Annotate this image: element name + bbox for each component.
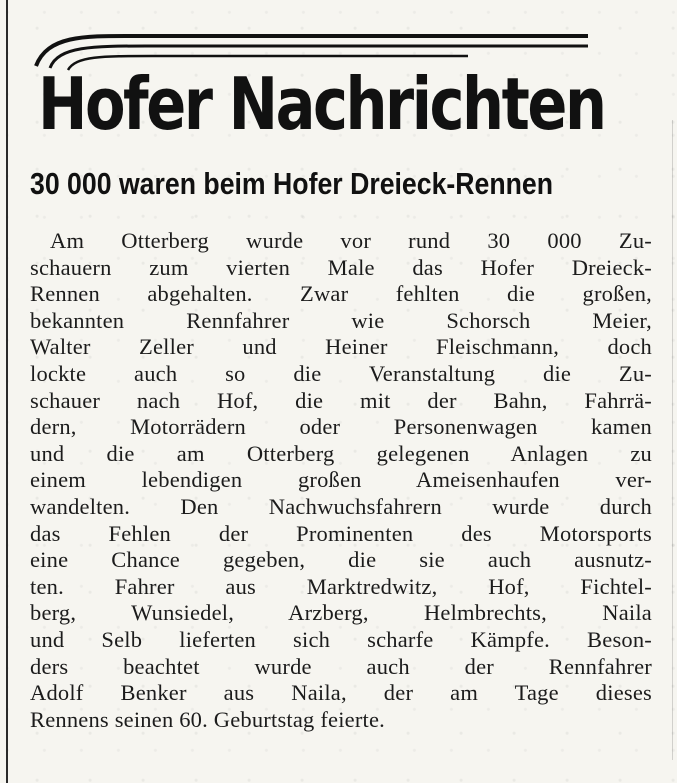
article-line: schauer nach Hof, die mit der Bahn, Fahrrä- <box>30 387 652 413</box>
article-headline: 30 000 waren beim Hofer Dreieck-Rennen <box>30 166 554 201</box>
right-edge-rule <box>672 120 673 760</box>
article-line: und Selb lieferten sich scharfe Kämpfe. Beson- <box>30 626 652 652</box>
article-line: dern, Motorrädern oder Personenwagen kamen <box>30 414 652 440</box>
article-line: ders beachtet wurde auch der Rennfahrer <box>30 653 652 679</box>
article-body <box>30 228 652 733</box>
article-line: Am Otterberg wurde vor rund 30 000 Zu- <box>50 228 652 253</box>
masthead <box>28 24 628 144</box>
article-line: das Fehlen der Prominenten des Motorsports <box>30 520 652 546</box>
article-line: Rennens seinen 60. Geburtstag feierte. <box>30 706 385 732</box>
article-line: Walter Zeller und Heiner Fleischmann, doch <box>30 334 652 360</box>
article-line: lockte auch so die Veranstaltung die Zu- <box>30 360 652 386</box>
masthead-title: Hofer Nachrichten <box>38 62 605 146</box>
article-line: Rennen abgehalten. Zwar fehlten die großen, <box>30 281 652 307</box>
article-line: eine Chance gegeben, die sie auch ausnutz- <box>30 547 652 573</box>
article-line: ten. Fahrer aus Marktredwitz, Hof, Fichtel- <box>30 573 652 599</box>
article-line: wandelten. Den Nachwuchsfahrern wurde durch <box>30 493 652 519</box>
left-column-rule <box>6 0 8 783</box>
article-line: und die am Otterberg gelegenen Anlagen zu <box>30 440 652 466</box>
article-line: einem lebendigen großen Ameisenhaufen ver- <box>30 467 652 493</box>
article-line: bekannten Rennfahrer wie Schorsch Meier, <box>30 307 652 333</box>
article-line: schauern zum vierten Male das Hofer Dreieck- <box>30 254 652 280</box>
article-line: Adolf Benker aus Naila, der am Tage dieses <box>30 680 652 706</box>
article-line: berg, Wunsiedel, Arzberg, Helmbrechts, Naila <box>30 600 652 626</box>
